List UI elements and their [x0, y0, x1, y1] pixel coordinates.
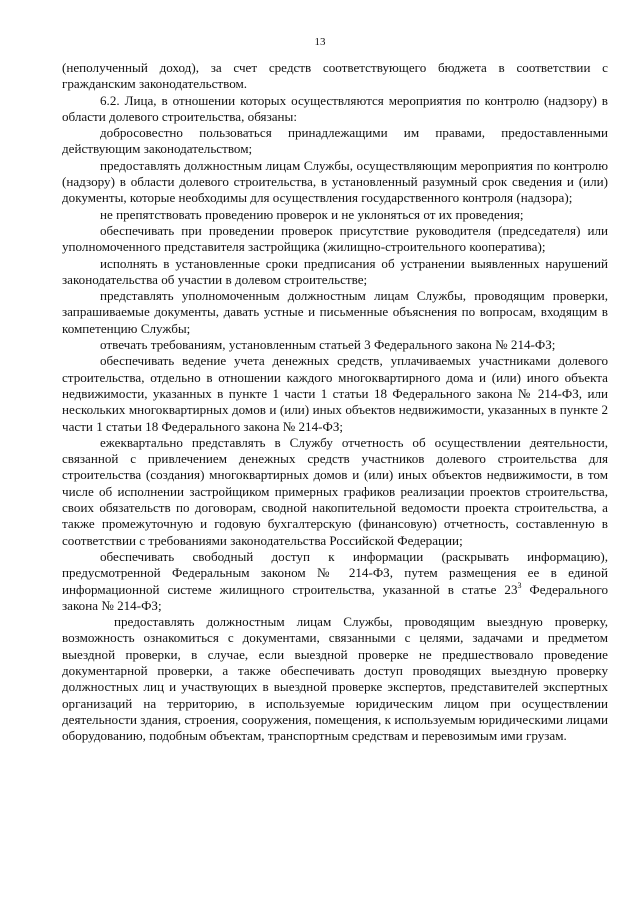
- paragraph-section-6-2: 6.2. Лица, в отношении которых осуществляются мероприятия по контролю (надзору) в области долевого строительства, обязаны:: [62, 92, 608, 124]
- paragraph-duty-onsite-inspection: предоставлять должностным лицам Службы, проводящим выездную проверку, возможность ознакомиться с документами, связанными с целями, задачами и предметом выездной проверки, в случае, если выездной проверке не предшествовало проведение документарной проверки, а также обеспечивать доступ проводящих выездную проверку должностных лиц и участвующих в выездной проверке экспертов, представителей экспертных организаций на территорию, в используемые юридическим лицом при осуществлении деятельности здания, строения, сооружения, помещения, к используемым юридическими лицами оборудованию, подобным объектам, транспортным средствам и перевозимым ими грузам.: [62, 614, 608, 744]
- paragraph-lost-income: (неполученный доход), за счет средств соответствующего бюджета в соответствии с гражданским законодательством.: [62, 60, 608, 92]
- article-superscript: 3: [517, 580, 522, 590]
- information-access-law-ref: Федерального закона № 214-ФЗ;: [62, 581, 609, 613]
- paragraph-duty-use-rights: добросовестно пользоваться принадлежащими им правами, предоставленными действующим законодательством;: [62, 125, 608, 157]
- information-access-text: обеспечивать свободный доступ к информации (раскрывать информацию), предусмотренной Федеральным законом № 214-ФЗ, путем размещения ее в единой информационной системе жилищного строительства, указанной в статье 23: [62, 548, 608, 597]
- paragraph-duty-accounting: обеспечивать ведение учета денежных средств, уплачиваемых участниками долевого строительства, отдельно в отношении каждого многоквартирного дома и (или) иного объекта недвижимости, указанных в пункте 1 части 1 статьи 18 Федерального закона № 214-ФЗ, или нескольких многоквартирных домов и (или) иных объектов недвижимости, указанных в пункте 2 части 1 статьи 18 Федерального закона № 214-ФЗ;: [62, 353, 608, 434]
- paragraph-duty-provide-info: предоставлять должностным лицам Службы, осуществляющим мероприятия по контролю (надзору) в области долевого строительства, в установленный разумный срок сведения и (или) документы, которые необходимы для осуществления государственного контроля (надзора);: [62, 157, 608, 206]
- paragraph-duty-not-obstruct: не препятствовать проведению проверок и не уклоняться от их проведения;: [100, 206, 524, 222]
- paragraph-duty-information-access: [62, 549, 608, 614]
- paragraph-duty-submit-documents: представлять уполномоченным должностным лицам Службы, проводящим проверки, запрашиваемые документы, давать устные и письменные объяснения по вопросам, входящим в компетенцию Службы;: [62, 288, 608, 336]
- document-body: [62, 60, 608, 744]
- paragraph-duty-execute-orders: исполнять в установленные сроки предписания об устранении выявленных нарушений законодательства об участии в долевом строительстве;: [62, 255, 608, 287]
- page-number: 13: [314, 36, 326, 48]
- paragraph-duty-ensure-presence: обеспечивать при проведении проверок присутствие руководителя (председателя) или уполномоченного представителя застройщика (жилищно-строительного кооператива);: [62, 222, 608, 255]
- paragraph-duty-quarterly-reporting: ежеквартально представлять в Службу отчетность об осуществлении деятельности, связанной с привлечением денежных средств участников долевого строительства для строительства (создания) многоквартирных домов и (или) иных объектов недвижимости, в том числе об исполнении застройщиком примерных графиков реализации проектов строительства, своих обязательств по договорам, сводной накопительной ведомости проекта строительства, а также промежуточную и годовую бухгалтерскую (финансовую) отчетность, составленную в соответствии с требованиями законодательства Российской Федерации;: [62, 434, 608, 548]
- paragraph-duty-meet-requirements: отвечать требованиям, установленным статьей 3 Федерального закона № 214-ФЗ;: [100, 337, 556, 353]
